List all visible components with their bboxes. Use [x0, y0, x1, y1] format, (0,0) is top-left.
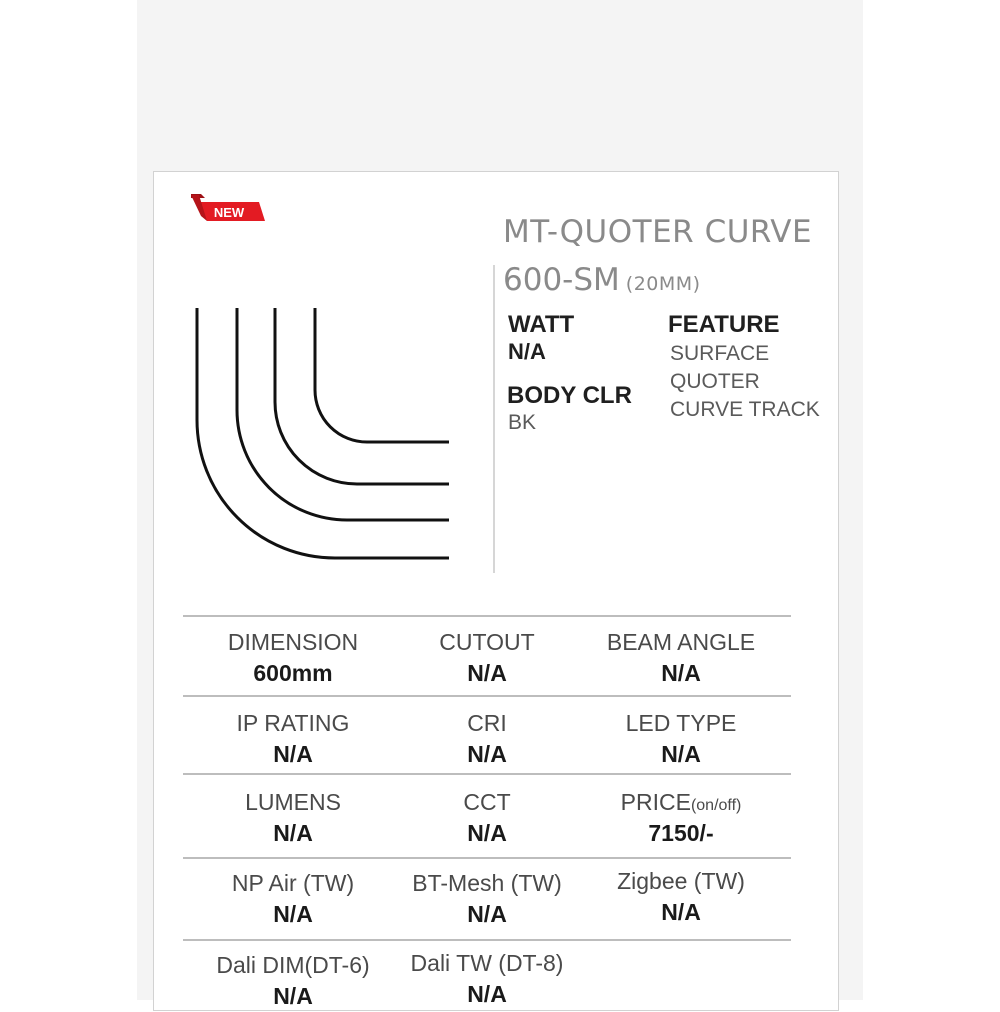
feature-line: QUOTER [670, 370, 760, 393]
cell-value: N/A [273, 741, 313, 767]
cell-label: BT-Mesh (TW) [412, 870, 562, 896]
spec-cell-bt-mesh [382, 868, 592, 930]
new-badge [189, 194, 269, 224]
spec-cell-cri [382, 708, 592, 770]
cell-label: IP RATING [236, 710, 350, 736]
cell-value: N/A [467, 981, 507, 1007]
curve-track-arcs-icon [183, 294, 463, 578]
table-divider [183, 857, 791, 859]
price-label: PRICE [620, 789, 691, 815]
spec-cell-cutout [382, 627, 592, 689]
cell-value: N/A [661, 899, 701, 925]
table-divider [183, 939, 791, 941]
cell-value: N/A [661, 741, 701, 767]
cell-value: N/A [467, 820, 507, 846]
watt-value: N/A [508, 339, 546, 364]
spec-cell-price [576, 787, 786, 849]
product-model-suffix: (20MM) [625, 273, 701, 295]
feature-line: SURFACE [670, 342, 770, 365]
body-clr-value: BK [508, 411, 537, 434]
feature-label: FEATURE [668, 311, 780, 338]
cell-label: CUTOUT [439, 629, 535, 655]
table-divider [183, 773, 791, 775]
spec-cell-dali-tw [382, 948, 592, 1010]
cell-label [576, 787, 786, 817]
cell-value: N/A [273, 983, 313, 1009]
table-divider [183, 695, 791, 697]
cell-value: N/A [467, 901, 507, 927]
cell-label: LUMENS [245, 789, 341, 815]
spec-cell-beam-angle [576, 627, 786, 689]
spec-cell-zigbee [576, 866, 786, 928]
body-clr-label: BODY CLR [507, 382, 632, 409]
cell-label: DIMENSION [227, 629, 359, 655]
cell-value: N/A [661, 660, 701, 686]
cell-label: Dali TW (DT-8) [410, 950, 564, 976]
cell-label: CRI [467, 710, 507, 736]
spec-cell-dali-dim [188, 950, 398, 1012]
spec-cell-led-type [576, 708, 786, 770]
cell-label: Zigbee (TW) [617, 868, 745, 894]
spec-cell-dimension [188, 627, 398, 689]
cell-label: LED TYPE [625, 710, 737, 736]
cell-label: NP Air (TW) [231, 870, 355, 896]
price-label-suffix: (on/off) [690, 797, 742, 814]
cell-value: N/A [467, 741, 507, 767]
product-model-code: 600-SM [503, 262, 620, 298]
cell-label: BEAM ANGLE [606, 629, 756, 655]
cell-value: N/A [273, 820, 313, 846]
cell-label: CCT [463, 789, 511, 815]
spec-cell-ip-rating [188, 708, 398, 770]
cell-label: Dali DIM(DT-6) [216, 952, 370, 978]
cell-value: 600mm [253, 660, 333, 686]
spec-cell-cct [382, 787, 592, 849]
spec-cell-lumens [188, 787, 398, 849]
vertical-divider [493, 265, 495, 573]
table-divider [183, 615, 791, 617]
watt-label: WATT [508, 311, 575, 338]
cell-value: N/A [273, 901, 313, 927]
feature-line: CURVE TRACK [670, 398, 820, 421]
product-model [503, 262, 701, 298]
spec-cell-np-air [188, 868, 398, 930]
new-badge-label: NEW [213, 205, 245, 220]
product-name: MT-QUOTER CURVE [503, 214, 813, 250]
cell-value: 7150/- [648, 820, 714, 846]
cell-value: N/A [467, 660, 507, 686]
